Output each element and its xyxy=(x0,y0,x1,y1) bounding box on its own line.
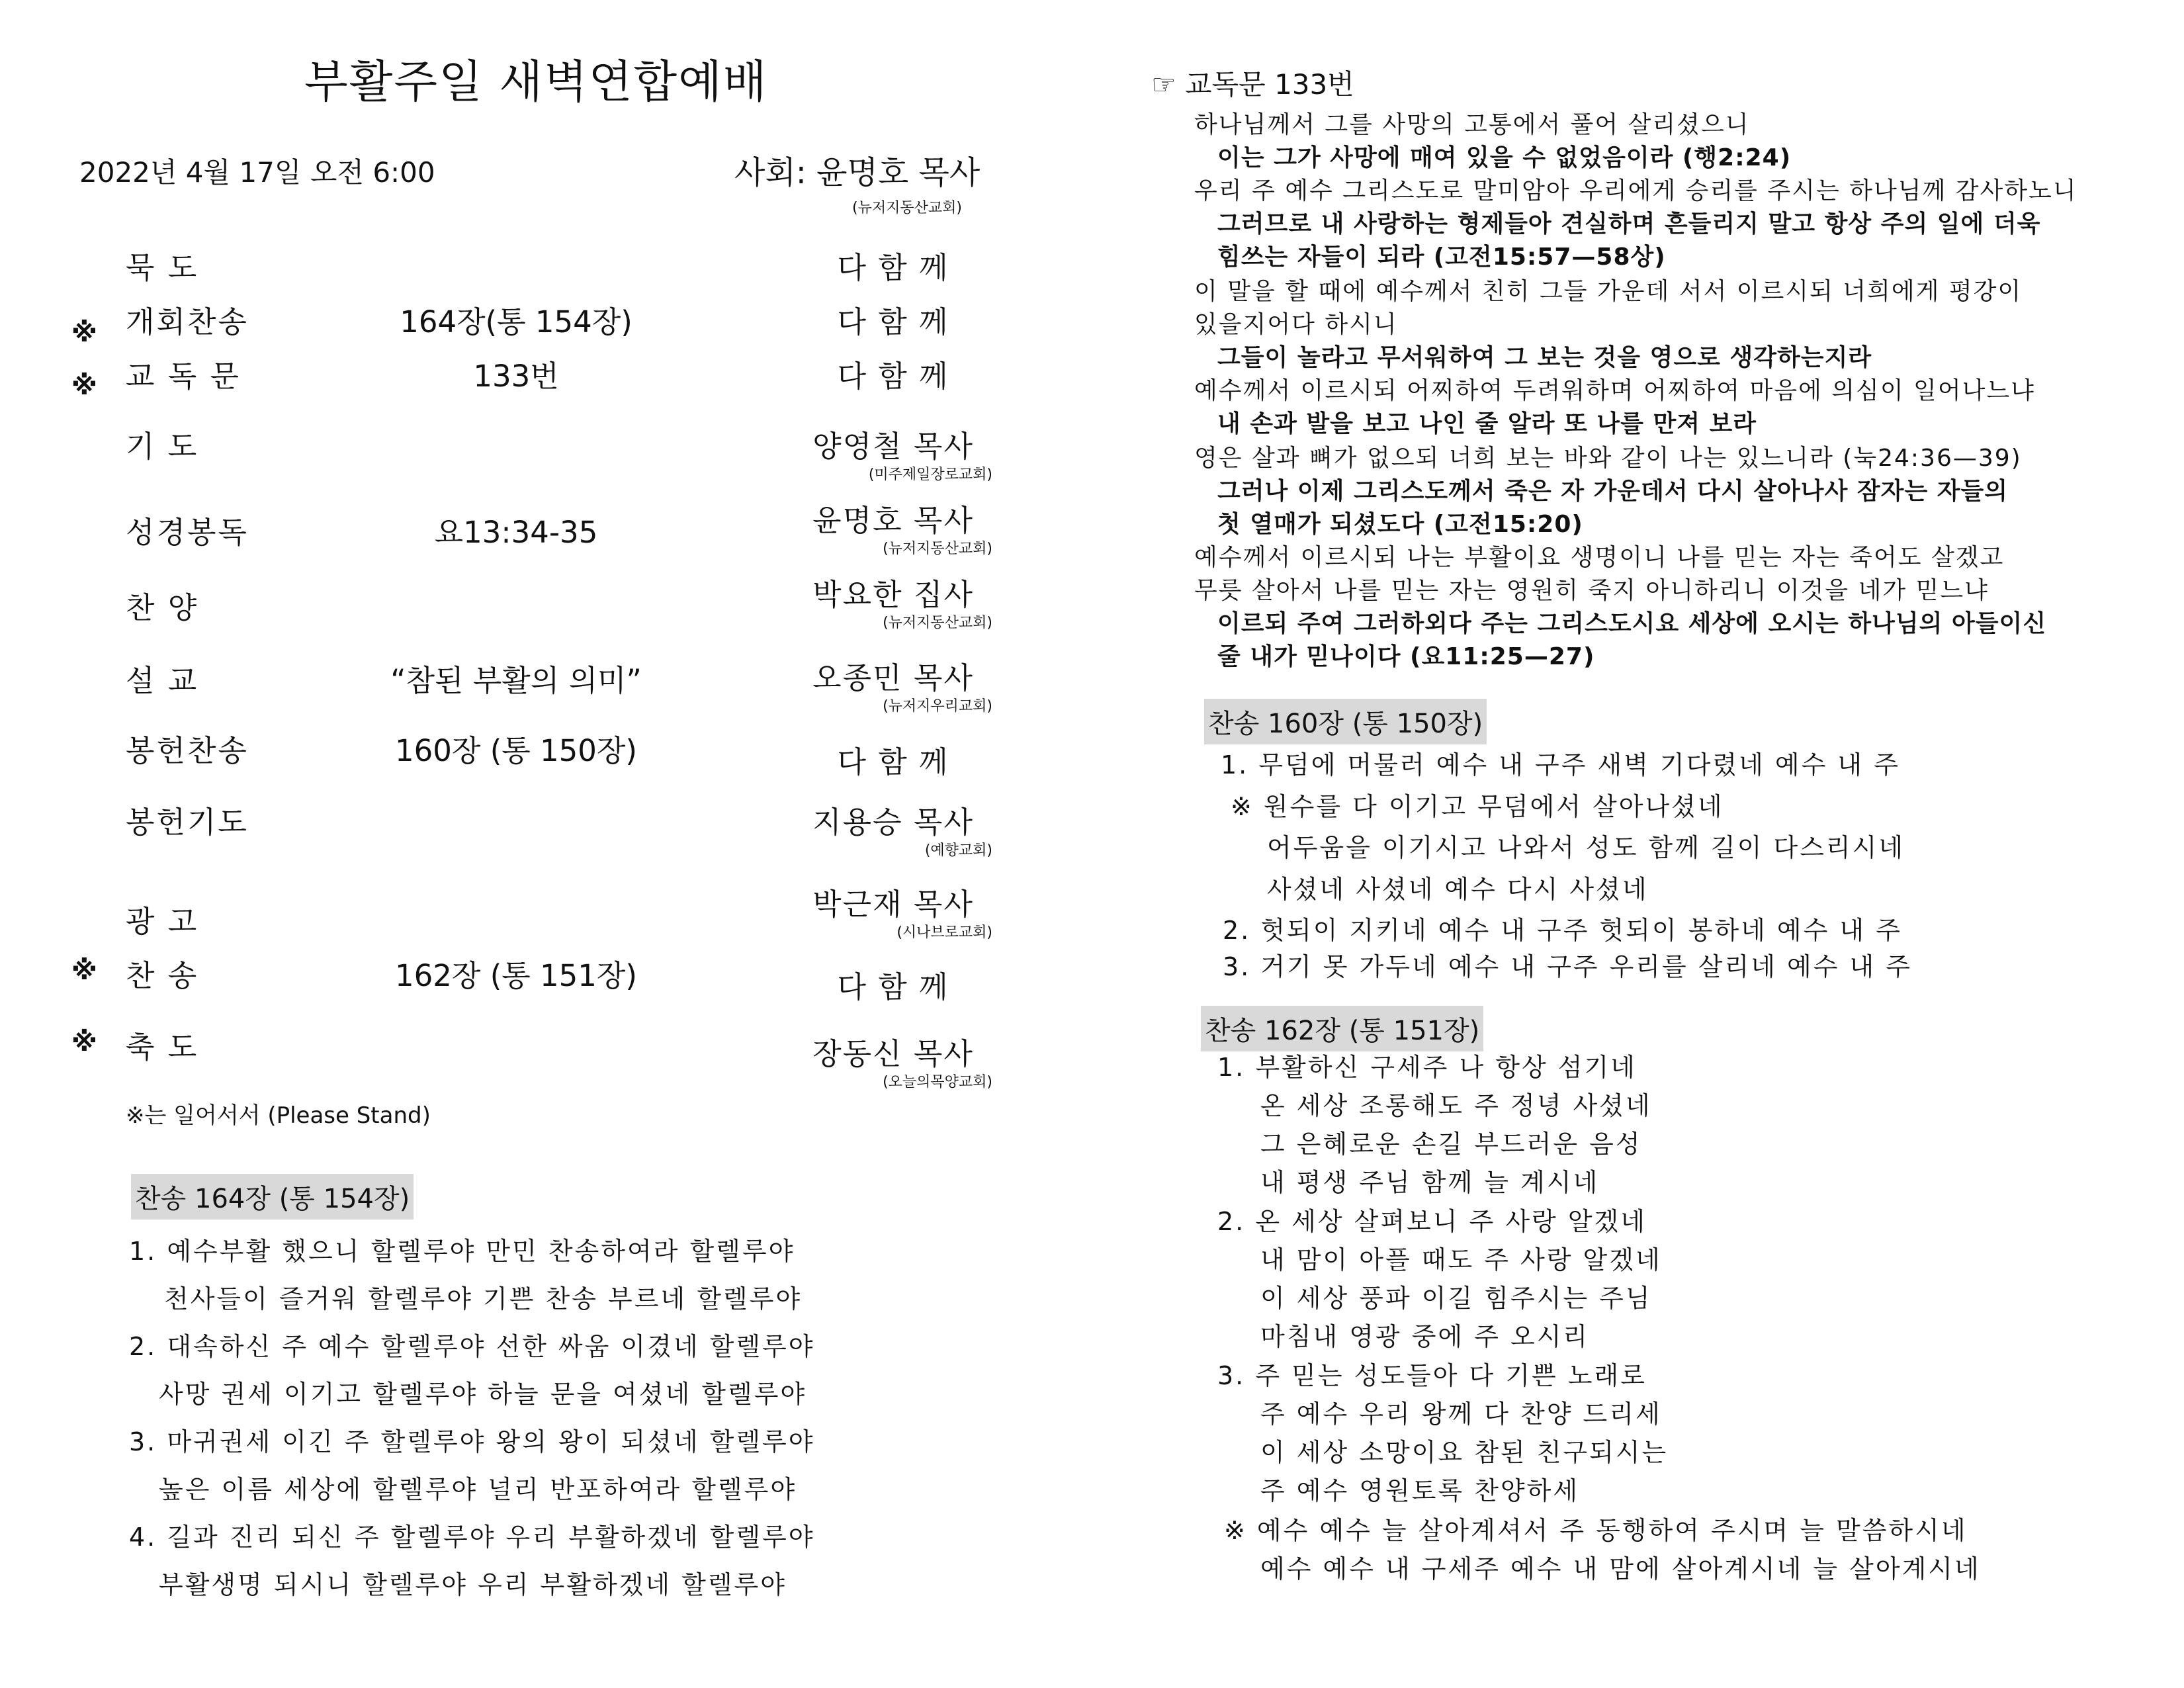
reading-line: 내 손과 발을 보고 나인 줄 알라 또 나를 만져 보라 xyxy=(1217,410,1757,437)
order-item-leader: 박요한 집사 xyxy=(812,577,974,612)
order-item-church: (뉴저지동산교회) xyxy=(883,541,992,557)
hymn-162-line: 온 세상 조롱해도 주 정녕 사셨네 xyxy=(1260,1091,1652,1120)
hymn-164-line: 1. 예수부활 했으니 할렐루야 만민 찬송하여라 할렐루야 xyxy=(129,1237,795,1266)
reading-line: 우리 주 예수 그리스도로 말미암아 우리에게 승리를 주시는 하나님께 감사하노니 xyxy=(1194,177,2077,204)
order-item-content: 요13:34-35 xyxy=(434,515,598,550)
order-item-name: 설 교 xyxy=(126,663,199,698)
hymn-164-line: 2. 대속하신 주 예수 할렐루야 선한 싸움 이겼네 할렐루야 xyxy=(129,1332,815,1361)
reading-line: 예수께서 이르시되 어찌하여 두려워하며 어찌하여 마음에 의심이 일어나느냐 xyxy=(1194,377,2035,404)
reading-line: 이 말을 할 때에 예수께서 친히 그들 가운데 서서 이르시되 너희에게 평강이 xyxy=(1194,278,2023,305)
hymn-160-line: 사셨네 사셨네 예수 다시 사셨네 xyxy=(1267,875,1649,904)
hymn-164-line: 3. 마귀권세 이긴 주 할렐루야 왕의 왕이 되셨네 할렐루야 xyxy=(129,1427,815,1456)
hymn-162-line: ※ 예수 예수 늘 살아계셔서 주 동행하여 주시며 늘 말씀하시네 xyxy=(1224,1516,1968,1545)
hymn-162-line: 예수 예수 내 구세주 예수 내 맘에 살아계시네 늘 살아계시네 xyxy=(1260,1554,1981,1583)
reading-line: 줄 내가 믿나이다 (요11:25—27) xyxy=(1217,643,1595,670)
hymn-164-heading: 찬송 164장 (통 154장) xyxy=(131,1174,414,1220)
stand-note: ※는 일어서서 (Please Stand) xyxy=(126,1102,431,1129)
reading-line: 그러므로 내 사랑하는 형제들아 견실하며 흔들리지 말고 항상 주의 일에 더욱 xyxy=(1217,210,2041,238)
hymn-160-line: 2. 헛되이 지키네 예수 내 구주 헛되이 봉하네 예수 내 주 xyxy=(1223,916,1902,945)
order-item-leader: 다 함 께 xyxy=(837,359,949,394)
hymn-164-line: 부활생명 되시니 할렐루야 우리 부활하겠네 할렐루야 xyxy=(159,1570,787,1599)
order-item-leader: 양영철 목사 xyxy=(812,429,974,464)
order-item-name: 기 도 xyxy=(126,429,199,464)
order-item-name: 찬 양 xyxy=(126,590,199,625)
reading-line: 이르되 주여 그러하외다 주는 그리스도시요 세상에 오시는 하나님의 아들이신 xyxy=(1217,610,2047,637)
hymn-164-line: 사망 권세 이기고 할렐루야 하늘 문을 여셨네 할렐루야 xyxy=(159,1380,807,1409)
order-item-church: (오늘의목양교회) xyxy=(883,1074,992,1090)
order-item-leader: 지용승 목사 xyxy=(812,805,974,840)
order-item-name: 광 고 xyxy=(126,904,199,939)
hymn-160-line: 어두움을 이기시고 나와서 성도 함께 길이 다스리시네 xyxy=(1267,833,1905,862)
hymn-162-line: 내 맘이 아플 때도 주 사랑 알겠네 xyxy=(1260,1245,1662,1274)
order-item-church: (뉴저지동산교회) xyxy=(883,615,992,631)
responsive-reading-heading: ☞ 교독문 133번 xyxy=(1151,68,1354,101)
hymn-162-line: 그 은혜로운 손길 부드러운 음성 xyxy=(1260,1130,1642,1159)
hymn-160-line: 1. 무덤에 머물러 예수 내 구주 새벽 기다렸네 예수 내 주 xyxy=(1221,750,1900,779)
order-item-name: 개회찬송 xyxy=(126,304,249,339)
order-item-leader: 다 함 께 xyxy=(837,250,949,285)
order-item-leader: 다 함 께 xyxy=(837,304,949,339)
hymn-160-line: 3. 거기 못 가두네 예수 내 구주 우리를 살리네 예수 내 주 xyxy=(1223,952,1912,981)
order-item-name: 봉헌찬송 xyxy=(126,733,249,768)
order-item-leader: 다 함 께 xyxy=(837,969,949,1004)
reading-line: 예수께서 이르시되 나는 부활이요 생명이니 나를 믿는 자는 죽어도 살겠고 xyxy=(1194,544,2005,571)
hymn-162-line: 이 세상 풍파 이길 힘주시는 주님 xyxy=(1260,1284,1652,1313)
reading-line: 이는 그가 사망에 매여 있을 수 없었음이라 (행2:24) xyxy=(1217,144,1792,171)
hymn-162-line: 2. 온 세상 살펴보니 주 사랑 알겠네 xyxy=(1217,1207,1647,1236)
order-item-leader: 오종민 목사 xyxy=(812,660,974,695)
hymn-162-line: 3. 주 믿는 성도들아 다 기쁜 노래로 xyxy=(1217,1361,1647,1390)
order-item-leader: 윤명호 목사 xyxy=(812,503,974,538)
order-item-name: 묵 도 xyxy=(126,250,199,285)
hymn-164-line: 높은 이름 세상에 할렐루야 널리 반포하여라 할렐루야 xyxy=(159,1475,797,1504)
reading-line: 있을지어다 하시니 xyxy=(1194,311,1398,338)
hymn-164-line: 천사들이 즐거워 할렐루야 기쁜 찬송 부르네 할렐루야 xyxy=(164,1284,803,1313)
stand-mark: ※ xyxy=(71,1027,97,1057)
order-item-content: 164장(통 154장) xyxy=(400,304,633,339)
stand-mark: ※ xyxy=(71,955,97,986)
order-item-leader: 장동신 목사 xyxy=(812,1036,974,1071)
hymn-162-line: 주 예수 우리 왕께 다 찬양 드리세 xyxy=(1260,1399,1662,1429)
order-item-church: (예향교회) xyxy=(924,842,992,859)
reading-line: 영은 살과 뼈가 없으되 너희 보는 바와 같이 나는 있느니라 (눅24:36—39) xyxy=(1194,445,2022,472)
order-item-content: 162장 (통 151장) xyxy=(395,958,637,993)
hymn-162-line: 1. 부활하신 구세주 나 항상 섬기네 xyxy=(1217,1053,1637,1082)
order-item-name: 축 도 xyxy=(126,1030,199,1065)
order-item-church: (뉴저지우리교회) xyxy=(883,698,992,715)
order-item-content: 160장 (통 150장) xyxy=(395,733,637,768)
host-label: 사회: 윤명호 목사 xyxy=(734,154,981,191)
order-item-name: 교 독 문 xyxy=(126,359,241,394)
hymn-162-line: 이 세상 소망이요 참된 친구되시는 xyxy=(1260,1438,1669,1467)
reading-line: 하나님께서 그를 사망의 고통에서 풀어 살리셨으니 xyxy=(1194,111,1750,138)
order-item-leader: 다 함 께 xyxy=(837,744,949,779)
reading-line: 그들이 놀라고 무서워하여 그 보는 것을 영으로 생각하는지라 xyxy=(1217,344,1872,371)
order-item-name: 찬 송 xyxy=(126,958,199,993)
stand-mark: ※ xyxy=(71,318,97,348)
stand-mark: ※ xyxy=(71,371,97,401)
hymn-162-line: 내 평생 주님 함께 늘 계시네 xyxy=(1260,1168,1600,1197)
order-item-name: 성경봉독 xyxy=(126,515,249,550)
order-item-content: “참된 부활의 의미” xyxy=(390,663,642,698)
order-item-church: (미주제일장로교회) xyxy=(868,466,992,483)
hymn-160-heading: 찬송 160장 (통 150장) xyxy=(1204,699,1487,744)
order-item-name: 봉헌기도 xyxy=(126,805,249,840)
host-church: (뉴저지동산교회) xyxy=(852,200,962,216)
hymn-164-line: 4. 길과 진리 되신 주 할렐루야 우리 부활하겠네 할렐루야 xyxy=(129,1523,815,1552)
hymn-162-line: 마침내 영광 중에 주 오시리 xyxy=(1260,1322,1590,1351)
reading-line: 그러나 이제 그리스도께서 죽은 자 가운데서 다시 살아나사 잠자는 자들의 xyxy=(1217,478,2009,505)
reading-line: 첫 열매가 되셨도다 (고전15:20) xyxy=(1217,511,1583,538)
hymn-160-line: ※ 원수를 다 이기고 무덤에서 살아나셨네 xyxy=(1231,792,1724,821)
page-title: 부활주일 새벽연합예배 xyxy=(304,56,768,109)
reading-line: 무릇 살아서 나를 믿는 자는 영원히 죽지 아니하리니 이것을 네가 믿느냐 xyxy=(1194,577,1989,604)
service-date: 2022년 4월 17일 오전 6:00 xyxy=(79,156,435,189)
order-item-leader: 박근재 목사 xyxy=(812,887,974,922)
order-item-content: 133번 xyxy=(473,359,559,394)
hymn-162-line: 주 예수 영원토록 찬양하세 xyxy=(1260,1476,1580,1505)
reading-line: 힘쓰는 자들이 되라 (고전15:57—58상) xyxy=(1217,244,1666,271)
hymn-162-heading: 찬송 162장 (통 151장) xyxy=(1201,1006,1483,1051)
order-item-church: (시나브로교회) xyxy=(896,924,992,941)
